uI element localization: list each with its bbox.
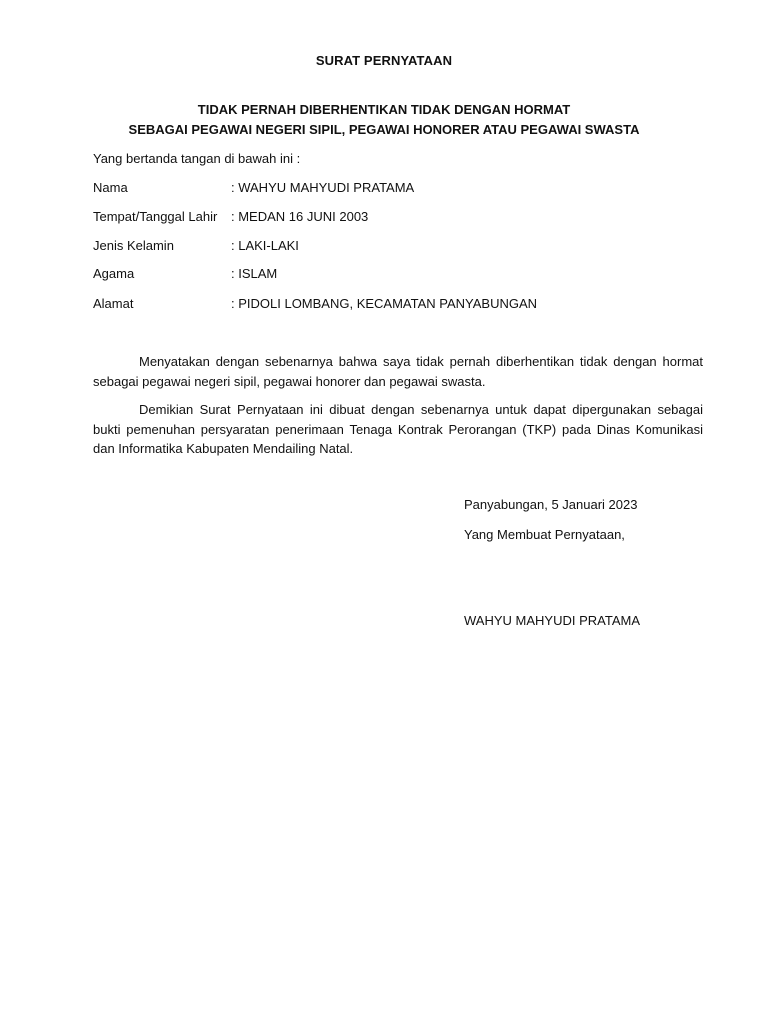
field-value-agama: : ISLAM (231, 266, 278, 281)
field-label-alamat: Alamat (93, 296, 134, 311)
document-subtitle-line-1: TIDAK PERNAH DIBERHENTIKAN TIDAK DENGAN HORMAT (197, 102, 571, 117)
signature-name: WAHYU MAHYUDI PRATAMA (464, 613, 640, 628)
signature-maker-label: Yang Membuat Pernyataan, (464, 527, 625, 542)
field-value-nama: : WAHYU MAHYUDI PRATAMA (231, 180, 415, 195)
field-value-alamat: : PIDOLI LOMBANG, KECAMATAN PANYABUNGAN (231, 296, 538, 311)
closing-paragraph: Demikian Surat Pernyataan ini dibuat dengan sebenarnya untuk dapat dipergunakan sebagai bukti pemenuhan persyaratan penerimaan Tenaga Kontrak Perorangan (TKP) pada Dinas Komunikasi dan Informatika Kabupaten Mendailing Natal. (93, 402, 703, 456)
intro-text: Yang bertanda tangan di bawah ini : (93, 151, 301, 166)
field-label-tempat-tanggal-lahir: Tempat/Tanggal Lahir (93, 209, 218, 224)
field-label-nama: Nama (93, 180, 128, 195)
field-label-jenis-kelamin: Jenis Kelamin (93, 238, 174, 253)
field-value-tempat-tanggal-lahir: : MEDAN 16 JUNI 2003 (231, 209, 369, 224)
field-label-agama: Agama (93, 266, 135, 281)
field-value-jenis-kelamin: : LAKI-LAKI (231, 238, 299, 253)
signature-place-date: Panyabungan, 5 Januari 2023 (464, 497, 638, 512)
statement-paragraph: Menyatakan dengan sebenarnya bahwa saya tidak pernah diberhentikan tidak dengan hormat sebagai pegawai negeri sipil, pegawai honorer dan pegawai swasta. (93, 354, 703, 389)
document-title: SURAT PERNYATAAN (315, 53, 453, 68)
document-subtitle-line-2: SEBAGAI PEGAWAI NEGERI SIPIL, PEGAWAI HONORER ATAU PEGAWAI SWASTA (128, 122, 640, 137)
